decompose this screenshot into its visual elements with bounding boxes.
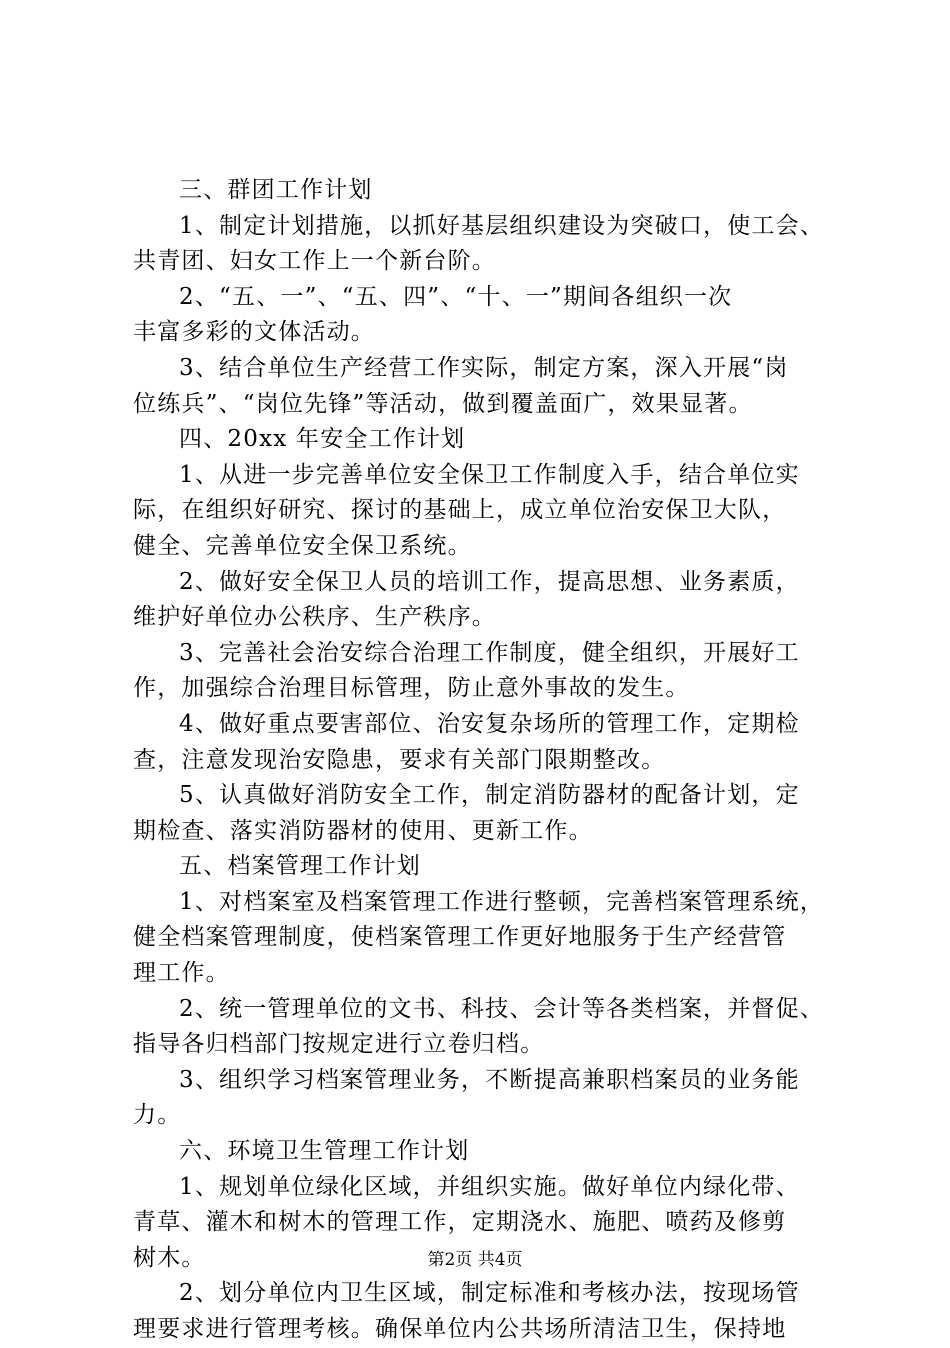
paragraph-line: 青草、灌木和树木的管理工作，定期浇水、施肥、喷药及修剪: [133, 1209, 787, 1236]
paragraph-line: 期检查、落实消防器材的使用、更新工作。: [133, 817, 593, 844]
paragraph-line: 共青团、妇女工作上一个新台阶。: [133, 248, 496, 275]
paragraph-line: 健全、完善单位安全保卫系统。: [133, 532, 472, 559]
paragraph: [133, 351, 833, 422]
paragraph-line: 3、完善社会治安综合治理工作制度，健全组织，开展好工: [179, 639, 800, 666]
paragraph-line: 5、认真做好消防安全工作，制定消防器材的配备计划，定: [179, 782, 800, 809]
paragraph-line: 际，在组织好研究、探讨的基础上，成立单位治安保卫大队，: [133, 497, 787, 524]
paragraph-line: 4、做好重点要害部位、治安复杂场所的管理工作，定期检: [179, 710, 800, 737]
paragraph: [133, 992, 833, 1063]
paragraph: [133, 778, 833, 849]
paragraph-line: 健全档案管理制度，使档案管理工作更好地服务于生产经营管: [133, 924, 787, 951]
paragraph-line: 六、环境卫生管理工作计划: [179, 1138, 470, 1165]
paragraph: [133, 885, 833, 992]
paragraph: [133, 280, 833, 351]
paragraph-line: 1、从进一步完善单位安全保卫工作制度入手，结合单位实: [179, 461, 800, 488]
paragraph-line: 1、制定计划措施，以抓好基层组织建设为突破口，使工会、: [179, 212, 825, 239]
paragraph-line: 指导各归档部门按规定进行立卷归档。: [133, 1031, 545, 1058]
paragraph-line: 维护好单位办公秩序、生产秩序。: [133, 604, 496, 631]
paragraph: [133, 707, 833, 778]
paragraph: [133, 636, 833, 707]
paragraph-line: 树木。: [133, 1244, 206, 1271]
paragraph-line: 2、“五、一”、“五、四”、“十、一”期间各组织一次: [179, 283, 733, 310]
paragraph: [133, 1063, 833, 1134]
paragraph-line: 五、档案管理工作计划: [179, 853, 421, 880]
paragraph: [133, 1276, 833, 1347]
document-body: [133, 173, 833, 1348]
paragraph-line: 丰富多彩的文体活动。: [133, 319, 375, 346]
paragraph-line: 3、结合单位生产经营工作实际，制定方案，深入开展“岗: [179, 354, 789, 381]
paragraph: [133, 209, 833, 280]
paragraph: [133, 422, 833, 458]
paragraph-line: 2、统一管理单位的文书、科技、会计等各类档案，并督促、: [179, 995, 825, 1022]
paragraph-line: 查，注意发现治安隐患，要求有关部门限期整改。: [133, 746, 666, 773]
paragraph-line: 3、组织学习档案管理业务，不断提高兼职档案员的业务能: [179, 1066, 800, 1093]
paragraph: [133, 849, 833, 885]
paragraph-line: 三、群团工作计划: [179, 177, 373, 203]
paragraph-line: 1、对档案室及档案管理工作进行整顿，完善档案管理系统，: [179, 888, 825, 915]
paragraph-line: 理工作。: [133, 960, 230, 987]
paragraph-line: 力。: [133, 1102, 182, 1129]
page-footer: 第2页 共4页: [427, 1250, 523, 1270]
paragraph-line: 位练兵”、“岗位先锋”等活动，做到覆盖面广，效果显著。: [133, 390, 753, 417]
paragraph-line: 2、做好安全保卫人员的培训工作，提高思想、业务素质，: [179, 568, 800, 595]
paragraph-line: 2、划分单位内卫生区域，制定标准和考核办法，按现场管: [179, 1280, 800, 1307]
paragraph-line: 1、规划单位绿化区域，并组织实施。做好单位内绿化带、: [179, 1173, 800, 1200]
paragraph: [133, 565, 833, 636]
paragraph: [133, 458, 833, 565]
paragraph: [133, 1134, 833, 1170]
paragraph-line: 四、20xx 年安全工作计划: [179, 426, 466, 453]
paragraph-line: 作，加强综合治理目标管理，防止意外事故的发生。: [133, 675, 690, 702]
paragraph: [133, 173, 833, 209]
paragraph-line: 理要求进行管理考核。确保单位内公共场所清洁卫生，保持地: [133, 1316, 787, 1342]
